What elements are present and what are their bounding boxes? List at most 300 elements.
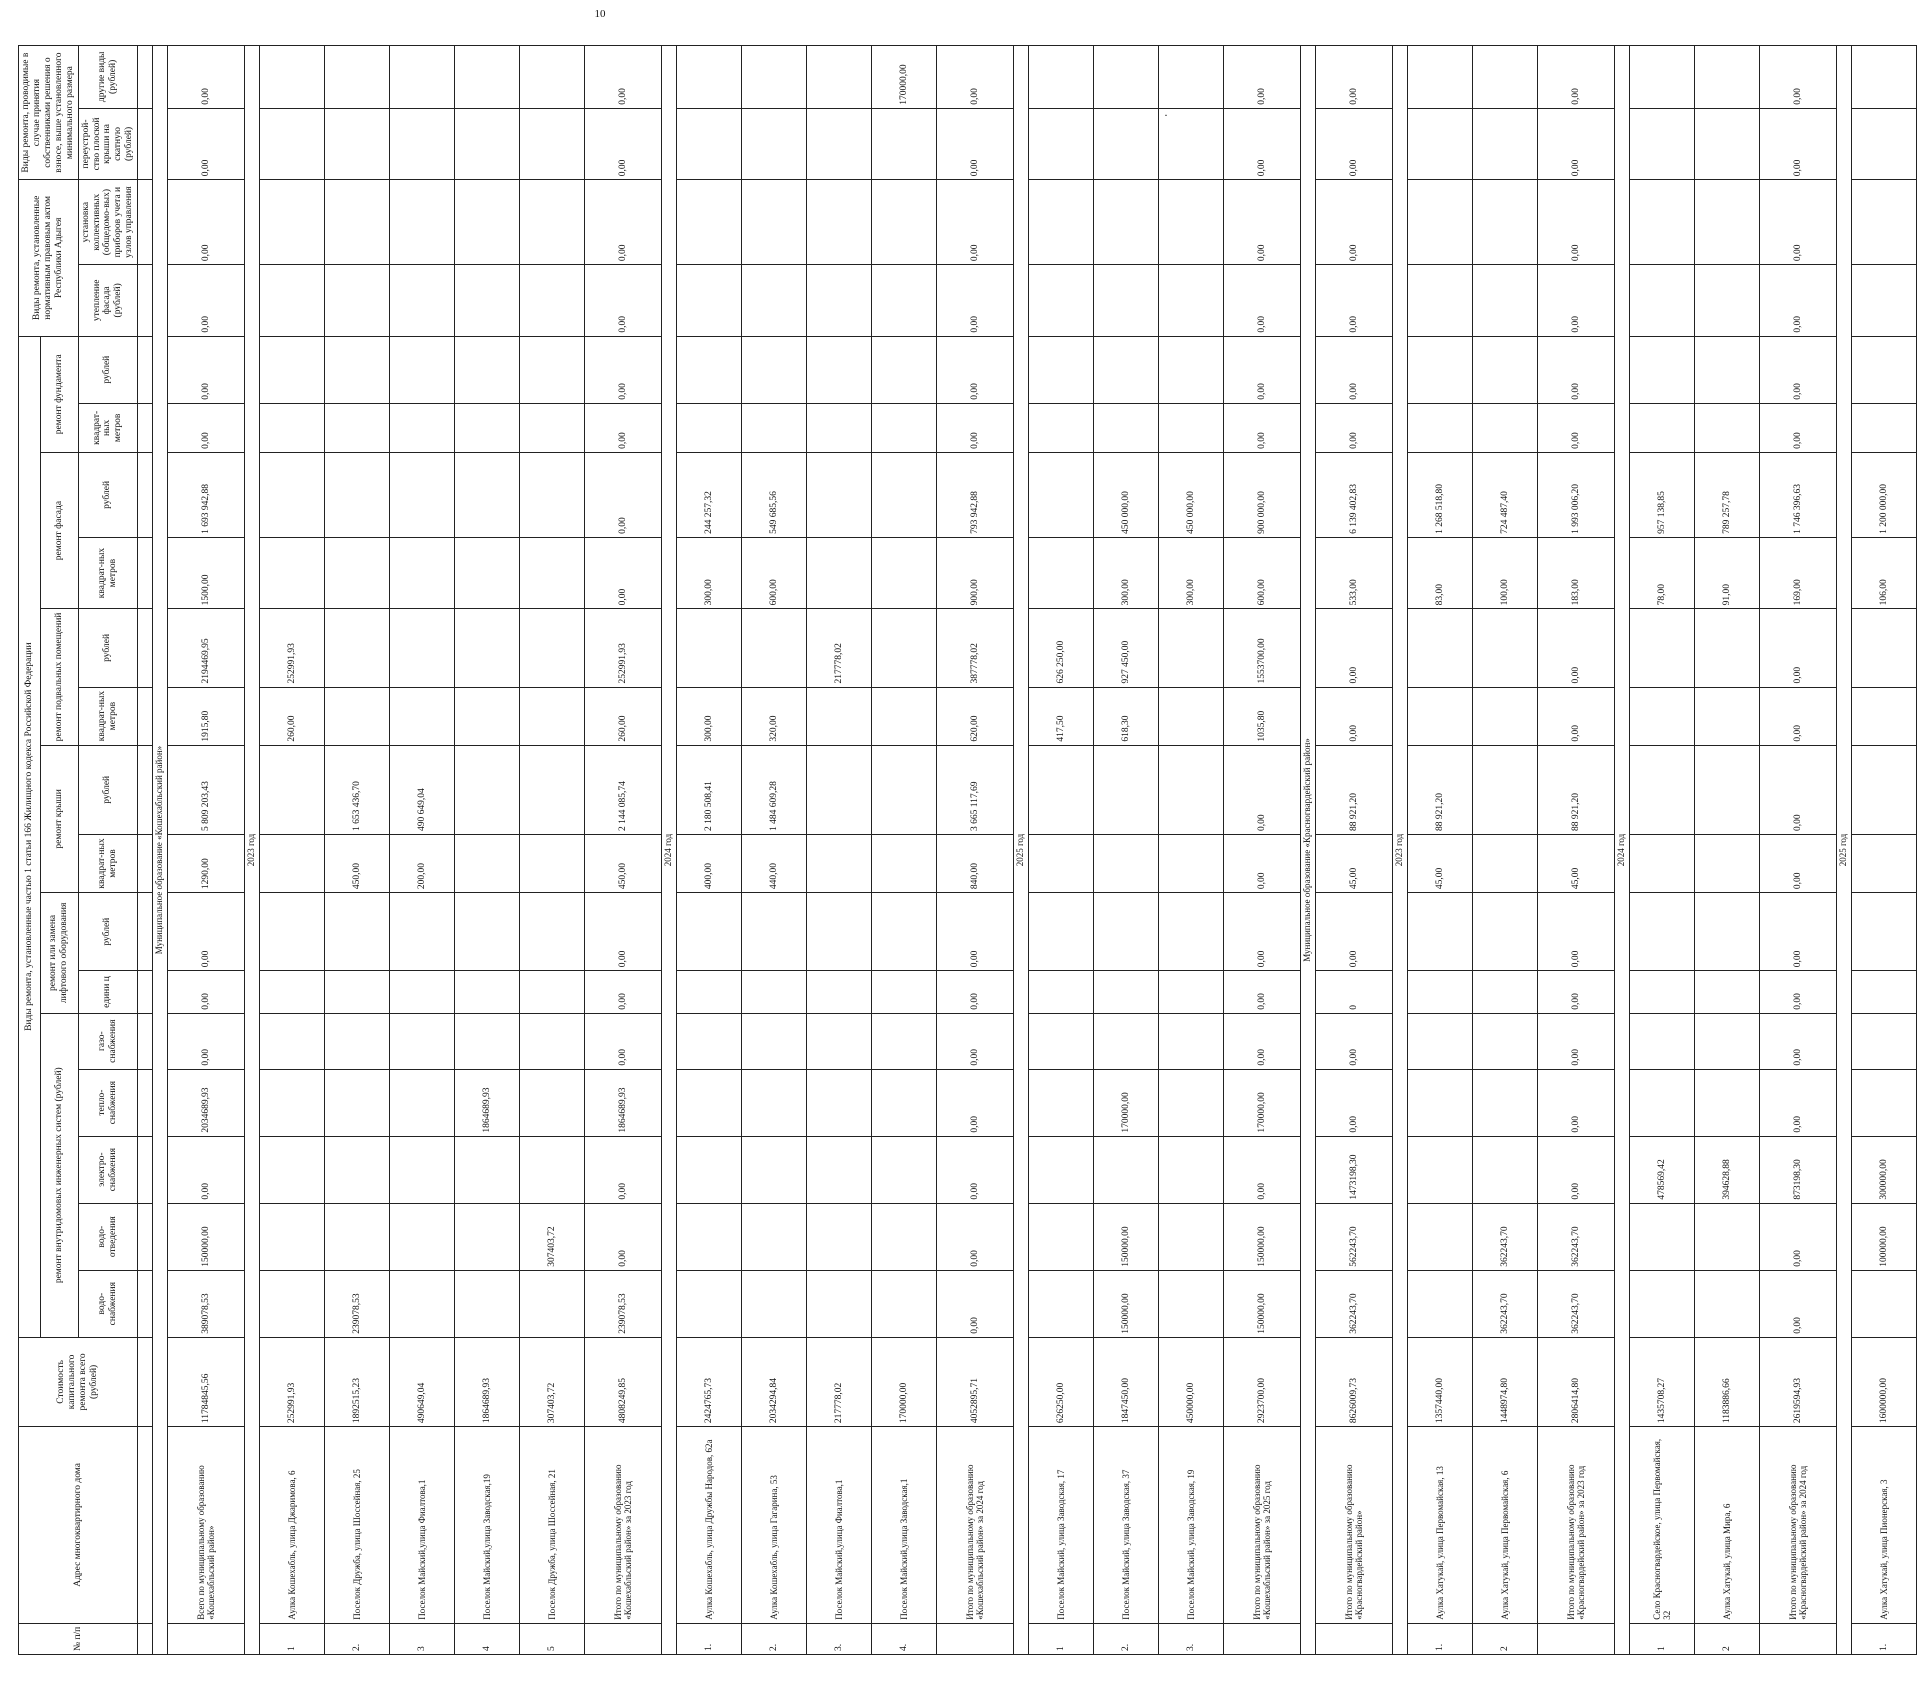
water-disposal-cell: [1408, 1203, 1473, 1270]
total-cost-cell: 4052895,71: [937, 1337, 1014, 1426]
row-number-cell: 1.: [1408, 1623, 1473, 1654]
section-label: 2025 год: [1837, 46, 1852, 1655]
meters-install-cell: 0,00: [1316, 180, 1393, 265]
section-label: 2024 год: [1615, 46, 1630, 1655]
other-types-cell: 0,00: [1224, 46, 1301, 109]
empty-cell: [138, 1203, 153, 1270]
row-number-cell: [1760, 1623, 1837, 1654]
facade-sqm-cell: 600,00: [1224, 537, 1301, 609]
facade-insulation-cell: [1408, 265, 1473, 337]
other-types-cell: [677, 46, 742, 109]
elevator-rub-cell: [1408, 893, 1473, 971]
foundation-rub-cell: [455, 336, 520, 403]
meters-install-cell: 0,00: [585, 180, 662, 265]
roof-rub-cell: 88 921,20: [1408, 745, 1473, 834]
empty-cell: [138, 971, 153, 1013]
foundation-sqm-cell: [872, 403, 937, 452]
gas-supply-cell: [872, 1013, 937, 1069]
meters-install-cell: [1695, 180, 1760, 265]
elevator-rub-cell: [455, 893, 520, 971]
address-cell: Аулка Хатукай, улица Пионерская, 3: [1852, 1427, 1917, 1624]
roof-conversion-cell: [455, 108, 520, 180]
facade-sqm-cell: 0,00: [585, 537, 662, 609]
table-row: [1159, 46, 1224, 1655]
roof-sqm-cell: [520, 834, 585, 892]
basement-sqm-cell: [1695, 687, 1760, 745]
other-types-cell: [742, 46, 807, 109]
address-cell: Поселок Майский,улица Заводская,19: [455, 1427, 520, 1624]
facade-insulation-cell: [1695, 265, 1760, 337]
basement-rub-cell: 1553700,00: [1224, 609, 1301, 687]
facade-rub-cell: 0,00: [585, 452, 662, 537]
roof-rub-cell: [1852, 745, 1917, 834]
elevator-rub-cell: [1630, 893, 1695, 971]
heat-supply-cell: 170000,00: [1094, 1069, 1159, 1136]
other-types-cell: [390, 46, 455, 109]
roof-conversion-cell: [1159, 108, 1224, 180]
basement-sqm-cell: 260,00: [260, 687, 325, 745]
gas-supply-cell: [325, 1013, 390, 1069]
roof-rub-cell: [1473, 745, 1538, 834]
other-types-cell: [455, 46, 520, 109]
roof-rub-cell: [1029, 745, 1094, 834]
section-label: Муниципальное образование «Кошехабльский район»: [153, 46, 168, 1655]
basement-sqm-cell: 320,00: [742, 687, 807, 745]
water-supply-cell: [1630, 1270, 1695, 1337]
empty-cell: [138, 108, 153, 180]
roof-conversion-cell: [872, 108, 937, 180]
row-number-cell: 4.: [872, 1623, 937, 1654]
foundation-rub-cell: 0,00: [1316, 336, 1393, 403]
water-disposal-cell: [872, 1203, 937, 1270]
heat-supply-cell: 170000,00: [1224, 1069, 1301, 1136]
facade-insulation-cell: [872, 265, 937, 337]
total-cost-cell: 252991,93: [260, 1337, 325, 1426]
meters-install-cell: [1094, 180, 1159, 265]
water-disposal-cell: [742, 1203, 807, 1270]
other-types-cell: [1852, 46, 1917, 109]
table-row: [1852, 46, 1917, 1655]
basement-rub-cell: [1630, 609, 1695, 687]
row-number-cell: [1224, 1623, 1301, 1654]
row-number-cell: [168, 1623, 245, 1654]
facade-sqm-cell: 91,00: [1695, 537, 1760, 609]
foundation-sqm-cell: 0,00: [937, 403, 1014, 452]
foundation-sqm-cell: [520, 403, 585, 452]
roof-conversion-cell: 0,00: [168, 108, 245, 180]
basement-sqm-cell: 0,00: [1760, 687, 1837, 745]
empty-cell: [138, 745, 153, 834]
foundation-sqm-cell: [1408, 403, 1473, 452]
water-supply-cell: [1695, 1270, 1760, 1337]
roof-conversion-cell: 0,00: [1316, 108, 1393, 180]
row-number-cell: 3: [390, 1623, 455, 1654]
electricity-cell: [325, 1136, 390, 1203]
total-cost-cell: 217778,02: [807, 1337, 872, 1426]
facade-rub-cell: 1 746 396,63: [1760, 452, 1837, 537]
foundation-sqm-cell: [325, 403, 390, 452]
facade-insulation-cell: [520, 265, 585, 337]
elevator-units-cell: 0,00: [937, 971, 1014, 1013]
water-supply-cell: [1408, 1270, 1473, 1337]
foundation-sqm-cell: 0,00: [1224, 403, 1301, 452]
heat-supply-cell: 0,00: [1316, 1069, 1393, 1136]
rotated-table-container: [18, 45, 1890, 1655]
header-facade-sqm: квадрат-ных метров: [78, 537, 138, 609]
facade-insulation-cell: [325, 265, 390, 337]
total-cost-cell: 450000,00: [1159, 1337, 1224, 1426]
roof-rub-cell: [1094, 745, 1159, 834]
table-row: [677, 46, 742, 1655]
other-types-cell: [807, 46, 872, 109]
gas-supply-cell: [677, 1013, 742, 1069]
header-foundation: ремонт фундамента: [41, 336, 78, 452]
water-supply-cell: 362243,70: [1316, 1270, 1393, 1337]
water-supply-cell: [520, 1270, 585, 1337]
section-label: Муниципальное образование «Красногвардейский район»: [1301, 46, 1316, 1655]
total-cost-cell: 1357440,00: [1408, 1337, 1473, 1426]
elevator-units-cell: 0: [1316, 971, 1393, 1013]
facade-sqm-cell: [325, 537, 390, 609]
facade-rub-cell: [872, 452, 937, 537]
facade-insulation-cell: [1029, 265, 1094, 337]
total-cost-cell: 1847450,00: [1094, 1337, 1159, 1426]
basement-sqm-cell: [455, 687, 520, 745]
facade-sqm-cell: 900,00: [937, 537, 1014, 609]
water-supply-cell: [677, 1270, 742, 1337]
facade-insulation-cell: [455, 265, 520, 337]
empty-cell: [138, 1337, 153, 1426]
water-supply-cell: 0,00: [937, 1270, 1014, 1337]
heat-supply-cell: [1159, 1069, 1224, 1136]
water-disposal-cell: [1630, 1203, 1695, 1270]
electricity-cell: [872, 1136, 937, 1203]
elevator-units-cell: [1473, 971, 1538, 1013]
section-label: 2025 год: [1014, 46, 1029, 1655]
foundation-sqm-cell: [390, 403, 455, 452]
total-cost-cell: 307403,72: [520, 1337, 585, 1426]
empty-cell: [138, 1427, 153, 1624]
foundation-sqm-cell: [1094, 403, 1159, 452]
separator-row: [138, 46, 153, 1655]
total-row: [1316, 46, 1393, 1655]
foundation-sqm-cell: [1029, 403, 1094, 452]
roof-sqm-cell: [872, 834, 937, 892]
total-row: [1760, 46, 1837, 1655]
gas-supply-cell: 0,00: [168, 1013, 245, 1069]
empty-cell: [138, 336, 153, 403]
heat-supply-cell: [742, 1069, 807, 1136]
facade-sqm-cell: 600,00: [742, 537, 807, 609]
water-disposal-cell: [455, 1203, 520, 1270]
row-number-cell: 2: [1695, 1623, 1760, 1654]
address-cell: Аулка Кошехабль, улица Дружбы Народов, 62а: [677, 1427, 742, 1624]
roof-rub-cell: [1159, 745, 1224, 834]
header-water-disposal: водо-отведения: [78, 1203, 138, 1270]
elevator-rub-cell: [742, 893, 807, 971]
total-cost-cell: 1600000,00: [1852, 1337, 1917, 1426]
electricity-cell: [260, 1136, 325, 1203]
facade-sqm-cell: [1029, 537, 1094, 609]
header-roof: ремонт крыши: [41, 745, 78, 892]
gas-supply-cell: [1029, 1013, 1094, 1069]
water-disposal-cell: 150000,00: [168, 1203, 245, 1270]
header-roof-rub: рублей: [78, 745, 138, 834]
heat-supply-cell: [872, 1069, 937, 1136]
roof-conversion-cell: [1695, 108, 1760, 180]
meters-install-cell: [872, 180, 937, 265]
meters-install-cell: [1159, 180, 1224, 265]
roof-rub-cell: 1 484 609,28: [742, 745, 807, 834]
other-types-cell: [1408, 46, 1473, 109]
facade-insulation-cell: [260, 265, 325, 337]
foundation-rub-cell: [1159, 336, 1224, 403]
header-gas: газо-снабжения: [78, 1013, 138, 1069]
heat-supply-cell: 0,00: [1538, 1069, 1615, 1136]
gas-supply-cell: [807, 1013, 872, 1069]
basement-rub-cell: [872, 609, 937, 687]
foundation-rub-cell: [1695, 336, 1760, 403]
electricity-cell: [742, 1136, 807, 1203]
basement-rub-cell: 2194469,95: [168, 609, 245, 687]
total-row: [937, 46, 1014, 1655]
row-number-cell: 1.: [1852, 1623, 1917, 1654]
water-supply-cell: 362243,70: [1473, 1270, 1538, 1337]
basement-sqm-cell: [872, 687, 937, 745]
water-supply-cell: [1029, 1270, 1094, 1337]
basement-rub-cell: [520, 609, 585, 687]
elevator-units-cell: [677, 971, 742, 1013]
basement-sqm-cell: [325, 687, 390, 745]
facade-rub-cell: 789 257,78: [1695, 452, 1760, 537]
gas-supply-cell: 0,00: [585, 1013, 662, 1069]
gas-supply-cell: [742, 1013, 807, 1069]
elevator-rub-cell: 0,00: [168, 893, 245, 971]
electricity-cell: 0,00: [1224, 1136, 1301, 1203]
water-supply-cell: 362243,70: [1538, 1270, 1615, 1337]
table-row: [325, 46, 390, 1655]
heat-supply-cell: [1029, 1069, 1094, 1136]
section-row: [662, 46, 677, 1655]
facade-insulation-cell: [742, 265, 807, 337]
roof-sqm-cell: [260, 834, 325, 892]
address-cell: Итого по муниципальному образованию «Красногвардейский район» за 2023 год: [1538, 1427, 1615, 1624]
facade-insulation-cell: 0,00: [1224, 265, 1301, 337]
basement-sqm-cell: 1035,80: [1224, 687, 1301, 745]
total-cost-cell: 170000,00: [872, 1337, 937, 1426]
basement-rub-cell: [390, 609, 455, 687]
header-roof-conversion: переустрой-ство плоской крыши на скатную (рублей): [78, 108, 138, 180]
facade-sqm-cell: 100,00: [1473, 537, 1538, 609]
foundation-rub-cell: [742, 336, 807, 403]
facade-insulation-cell: 0,00: [585, 265, 662, 337]
roof-sqm-cell: 45,00: [1316, 834, 1393, 892]
meters-install-cell: 0,00: [1224, 180, 1301, 265]
basement-sqm-cell: [1630, 687, 1695, 745]
total-cost-cell: 11784845,56: [168, 1337, 245, 1426]
other-types-cell: [325, 46, 390, 109]
heat-supply-cell: [325, 1069, 390, 1136]
basement-rub-cell: 252991,93: [585, 609, 662, 687]
empty-cell: [138, 1136, 153, 1203]
electricity-cell: 394628,88: [1695, 1136, 1760, 1203]
header-insulation: утепление фасада (рублей): [78, 265, 138, 337]
elevator-rub-cell: 0,00: [1224, 893, 1301, 971]
header-heat: тепло-снабжения: [78, 1069, 138, 1136]
facade-sqm-cell: 106,00: [1852, 537, 1917, 609]
other-types-cell: 170000,00: [872, 46, 937, 109]
facade-sqm-cell: 183,00: [1538, 537, 1615, 609]
gas-supply-cell: [455, 1013, 520, 1069]
address-cell: Поселок Майский, улица Заводская, 37: [1094, 1427, 1159, 1624]
empty-cell: [138, 1013, 153, 1069]
roof-sqm-cell: [1094, 834, 1159, 892]
total-cost-cell: 1448974,80: [1473, 1337, 1538, 1426]
total-cost-cell: 1864689,93: [455, 1337, 520, 1426]
capital-repair-table: [18, 45, 1917, 1655]
basement-sqm-cell: [1159, 687, 1224, 745]
facade-rub-cell: 6 139 402,83: [1316, 452, 1393, 537]
table-row: [1029, 46, 1094, 1655]
elevator-rub-cell: [1695, 893, 1760, 971]
other-types-cell: 0,00: [585, 46, 662, 109]
elevator-units-cell: [1159, 971, 1224, 1013]
roof-rub-cell: [1630, 745, 1695, 834]
elevator-rub-cell: [807, 893, 872, 971]
electricity-cell: [390, 1136, 455, 1203]
section-row: [1393, 46, 1408, 1655]
gas-supply-cell: [390, 1013, 455, 1069]
basement-rub-cell: 387778,02: [937, 609, 1014, 687]
foundation-sqm-cell: [742, 403, 807, 452]
water-supply-cell: 239078,53: [585, 1270, 662, 1337]
water-disposal-cell: [1029, 1203, 1094, 1270]
facade-sqm-cell: 300,00: [677, 537, 742, 609]
water-disposal-cell: 150000,00: [1094, 1203, 1159, 1270]
foundation-sqm-cell: [807, 403, 872, 452]
address-cell: Всего по муниципальному образованию «Кошехабльский район»: [168, 1427, 245, 1624]
heat-supply-cell: 1864689,93: [455, 1069, 520, 1136]
roof-sqm-cell: [1630, 834, 1695, 892]
elevator-units-cell: 0,00: [585, 971, 662, 1013]
water-disposal-cell: 0,00: [937, 1203, 1014, 1270]
water-supply-cell: [807, 1270, 872, 1337]
foundation-rub-cell: 0,00: [1224, 336, 1301, 403]
facade-sqm-cell: 300,00: [1094, 537, 1159, 609]
row-number-cell: 1.: [677, 1623, 742, 1654]
gas-supply-cell: [1630, 1013, 1695, 1069]
elevator-units-cell: [872, 971, 937, 1013]
roof-conversion-cell: [1630, 108, 1695, 180]
roof-sqm-cell: [1473, 834, 1538, 892]
facade-rub-cell: 957 138,85: [1630, 452, 1695, 537]
other-types-cell: [1695, 46, 1760, 109]
roof-conversion-cell: [677, 108, 742, 180]
empty-cell: [138, 687, 153, 745]
elevator-units-cell: [1029, 971, 1094, 1013]
elevator-rub-cell: [520, 893, 585, 971]
gas-supply-cell: [1852, 1013, 1917, 1069]
header-owners: Виды ремонта, проводимые в случае принятия собственниками решения о взносе, выше установленного минимального размера: [19, 46, 79, 180]
total-row: [585, 46, 662, 1655]
other-types-cell: [1473, 46, 1538, 109]
address-cell: Аулка Хатукай, улица Первомайская, 13: [1408, 1427, 1473, 1624]
water-supply-cell: 150000,00: [1224, 1270, 1301, 1337]
elevator-units-cell: [260, 971, 325, 1013]
facade-insulation-cell: [1630, 265, 1695, 337]
gas-supply-cell: 0,00: [1538, 1013, 1615, 1069]
total-cost-cell: 1435708,27: [1630, 1337, 1695, 1426]
facade-insulation-cell: [1852, 265, 1917, 337]
header-foundation-rub: рублей: [78, 336, 138, 403]
header-regional: Виды ремонта, установленные нормативным правовым актом Республики Адыгея: [19, 180, 79, 336]
heat-supply-cell: 2034689,93: [168, 1069, 245, 1136]
section-row: [245, 46, 260, 1655]
empty-cell: [138, 609, 153, 687]
facade-rub-cell: 900 000,00: [1224, 452, 1301, 537]
empty-cell: [138, 1270, 153, 1337]
elevator-rub-cell: 0,00: [937, 893, 1014, 971]
meters-install-cell: [390, 180, 455, 265]
address-cell: Поселок Дружба, улица Шоссейная, 25: [325, 1427, 390, 1624]
row-number-cell: 2.: [1094, 1623, 1159, 1654]
basement-sqm-cell: [807, 687, 872, 745]
facade-rub-cell: 1 268 518,80: [1408, 452, 1473, 537]
row-number-cell: [1316, 1623, 1393, 1654]
empty-cell: [138, 1069, 153, 1136]
header-facade-rub: рублей: [78, 452, 138, 537]
total-cost-cell: 2034294,84: [742, 1337, 807, 1426]
table-row: [872, 46, 937, 1655]
facade-insulation-cell: [677, 265, 742, 337]
facade-sqm-cell: [872, 537, 937, 609]
address-cell: Поселок Майский,улица Фиалтова,1: [807, 1427, 872, 1624]
water-supply-cell: [1159, 1270, 1224, 1337]
foundation-rub-cell: 0,00: [168, 336, 245, 403]
address-cell: Аулка Кошехабль, улица Гагарина, 53: [742, 1427, 807, 1624]
header-engineering: ремонт внутридомовых инженерных систем (рублей): [41, 1013, 78, 1337]
basement-rub-cell: [677, 609, 742, 687]
section-row: [153, 46, 168, 1655]
roof-rub-cell: [455, 745, 520, 834]
meters-install-cell: [1029, 180, 1094, 265]
electricity-cell: [1473, 1136, 1538, 1203]
total-cost-cell: 2424765,73: [677, 1337, 742, 1426]
facade-sqm-cell: 83,00: [1408, 537, 1473, 609]
foundation-sqm-cell: [1473, 403, 1538, 452]
facade-sqm-cell: 1500,00: [168, 537, 245, 609]
facade-rub-cell: [520, 452, 585, 537]
water-supply-cell: 239078,53: [325, 1270, 390, 1337]
foundation-sqm-cell: [455, 403, 520, 452]
roof-conversion-cell: 0,00: [1760, 108, 1837, 180]
header-no: № п/п: [19, 1623, 138, 1654]
roof-conversion-cell: [1029, 108, 1094, 180]
corner-mark: ·: [1164, 108, 1168, 122]
section-row: [1837, 46, 1852, 1655]
roof-conversion-cell: [325, 108, 390, 180]
row-number-cell: 2.: [742, 1623, 807, 1654]
electricity-cell: [1408, 1136, 1473, 1203]
header-elevator-units: едини ц: [78, 971, 138, 1013]
row-number-cell: [937, 1623, 1014, 1654]
roof-sqm-cell: 0,00: [1760, 834, 1837, 892]
meters-install-cell: [260, 180, 325, 265]
row-number-cell: 2: [1473, 1623, 1538, 1654]
basement-rub-cell: [1408, 609, 1473, 687]
total-cost-cell: 2806414,80: [1538, 1337, 1615, 1426]
facade-rub-cell: [390, 452, 455, 537]
